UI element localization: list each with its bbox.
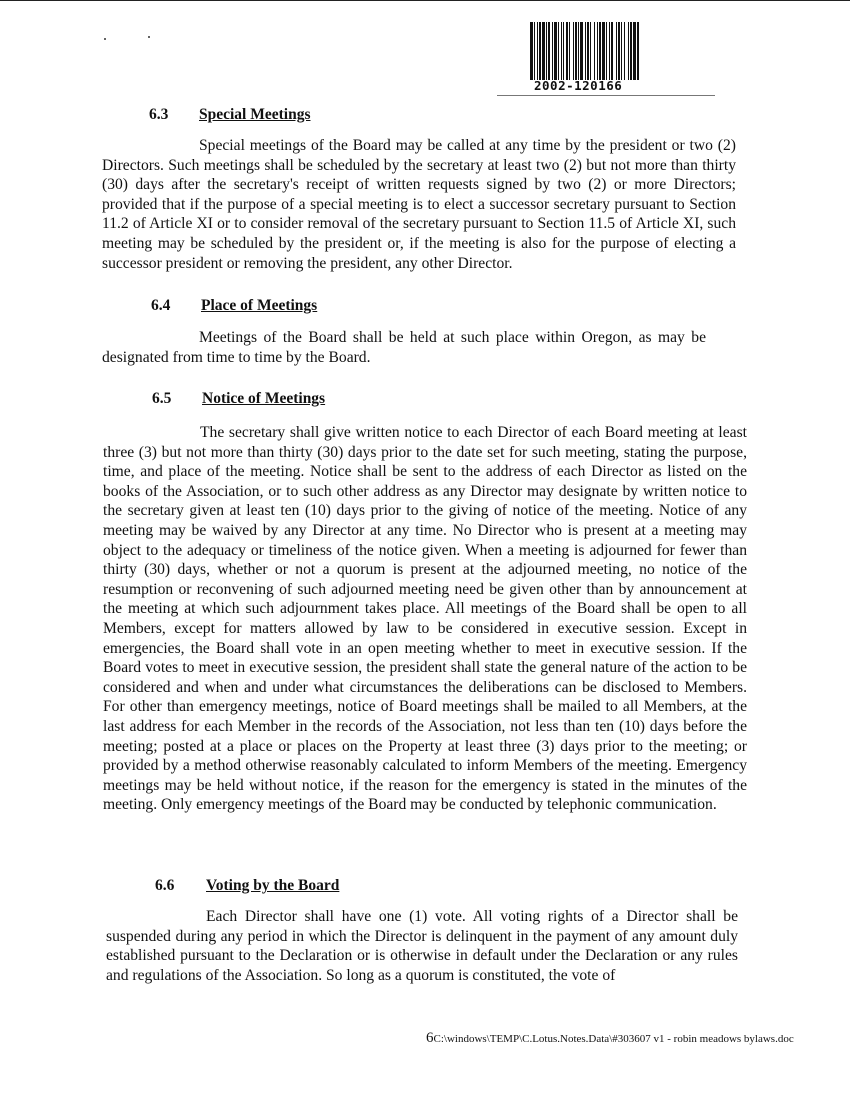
barcode-stamp xyxy=(497,18,715,98)
section-body-6-3: Special meetings of the Board may be called at any time by the president or two (2) Directors. Such meetings shall be scheduled by the secretary at least two (2) but not more than thirty (30) days after the secretary's receipt of written requests signed by two (2) or more Directors; provided that if the purpose of a special meeting is to elect a successor secretary pursuant to Section 11.2 of Article XI or to consider removal of the secretary pursuant to Section 11.5 of Article XI, such meeting may be scheduled by the president or, if the meeting is also for the purpose of electing a successor president or removing the president, any other Director. xyxy=(102,137,736,272)
document-footer xyxy=(426,1030,794,1047)
section-title: Special Meetings xyxy=(199,106,311,123)
section-number: 6.3 xyxy=(149,106,169,123)
section-number: 6.6 xyxy=(155,877,175,894)
barcode-underline xyxy=(497,95,715,96)
section-number: 6.5 xyxy=(152,390,172,407)
footer-file-path: C:\windows\TEMP\C.Lotus.Notes.Data\#303607 v1 - robin meadows bylaws.doc xyxy=(433,1033,794,1045)
section-body-6-4: Meetings of the Board shall be held at such place within Oregon, as may be designated from time to time by the Board. xyxy=(102,329,706,366)
section-title: Notice of Meetings xyxy=(202,390,326,407)
section-body-6-5: The secretary shall give written notice to each Director of each Board meeting at least three (3) but not more than thirty (30) days prior to the date set for such meeting, stating the purpose, time, and place of the meeting. Notice shall be sent to the address of each Director as listed on the books of the Association, or to such other address as any Director may designate by written notice to the secretary given at least ten (10) days prior to the giving of notice of the meeting. Notice of any meeting may be waived by any Director at any time. No Director who is present at a meeting may object to the adequacy or timeliness of the notice given. When a meeting is adjourned for fewer than thirty (30) days, whether or not a quorum is present at the adjourned meeting, no notice of the resumption or reconvening of such adjourned meeting need be given other than by announcement at the meeting at which such adjournment takes place. All meetings of the Board shall be open to all Members, except for matters allowed by law to be considered in executive session. Except in emergencies, the Board shall vote in an open meeting whether to meet in executive session. If the Board votes to meet in executive session, the president shall state the general nature of the action to be considered and when and under what circumstances the deliberations can be disclosed to Members. For other than emergency meetings, notice of Board meetings shall be mailed to all Members, at the last address for each Member in the records of the Association, not less than ten (10) days before the meeting; posted at a place or places on the Property at least three (3) days prior to the meeting; or provided by a method otherwise reasonably calculated to inform Members of the meeting. Emergency meetings may be held without notice, if the reason for the emergency is stated in the minutes of the meeting. Only emergency meetings of the Board may be conducted by telephonic communication. xyxy=(103,424,747,814)
section-number: 6.4 xyxy=(151,297,171,314)
footer-page-mark: 6 xyxy=(426,1030,434,1046)
barcode-number: 2002-120166 xyxy=(534,78,623,93)
scan-specks xyxy=(104,36,164,42)
barcode-image xyxy=(530,22,682,80)
scan-top-edge xyxy=(0,0,850,1)
section-body-6-6: Each Director shall have one (1) vote. All voting rights of a Director shall be suspended during any period in which the Director is delinquent in the payment of any amount duly established pursuant to the Declaration or is otherwise in default under the Declaration or any rules and regulations of the Association. So long as a quorum is constituted, the vote of xyxy=(106,908,738,984)
section-title: Place of Meetings xyxy=(201,297,318,314)
section-title: Voting by the Board xyxy=(206,877,340,894)
